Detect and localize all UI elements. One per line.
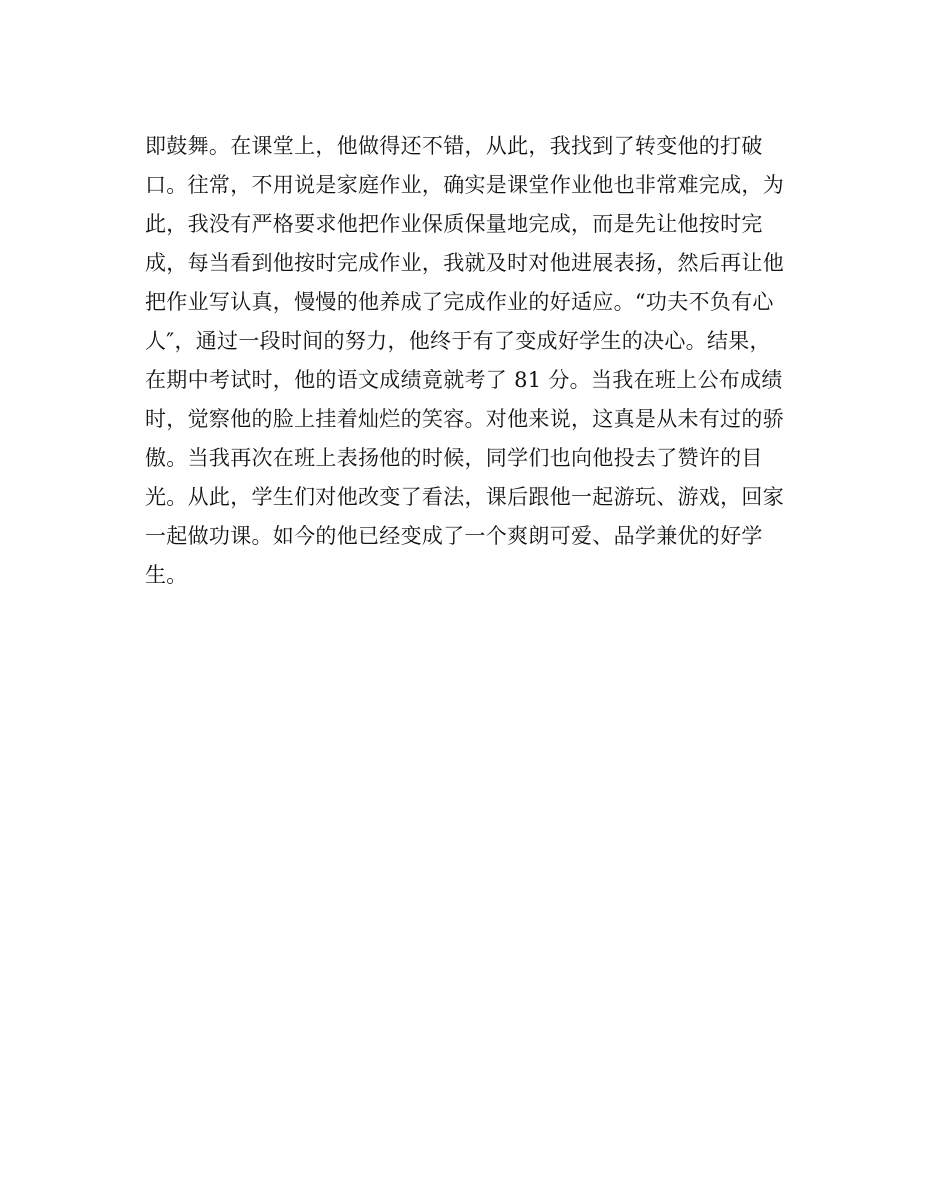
text-line: 即鼓舞。在课堂上，他做得还不错，从此，我找到了转变他的打破 bbox=[145, 134, 763, 158]
text-line: 一起做功课。如今的他已经变成了一个爽朗可爱、品学兼优的好学 bbox=[145, 524, 763, 548]
text-line: 人″，通过一段时间的努力，他终于有了变成好学生的决心。结果， bbox=[145, 329, 771, 353]
text-line: 光。从此，学生们对他改变了看法，课后跟他一起游玩、游戏，回家 bbox=[145, 485, 784, 509]
text-line: 把作业写认真，慢慢的他养成了完成作业的好适应。“功夫不负有心 bbox=[145, 290, 774, 314]
paragraph bbox=[145, 127, 815, 595]
text-line: 口。往常，不用说是家庭作业，确实是课堂作业他也非常难完成，为 bbox=[145, 173, 784, 197]
text-line: 傲。当我再次在班上表扬他的时候，同学们也向他投去了赞许的目 bbox=[145, 446, 763, 470]
text-line: 成，每当看到他按时完成作业，我就及时对他进展表扬，然后再让他 bbox=[145, 251, 784, 275]
text-line: 时，觉察他的脸上挂着灿烂的笑容。对他来说，这真是从未有过的骄 bbox=[145, 407, 784, 431]
text-line: 此，我没有严格要求他把作业保质保量地完成，而是先让他按时完 bbox=[145, 212, 763, 236]
text-line: 在期中考试时，他的语文成绩竟就考了 81 分。当我在班上公布成绩 bbox=[145, 368, 783, 392]
text-line: 生。 bbox=[145, 563, 188, 587]
